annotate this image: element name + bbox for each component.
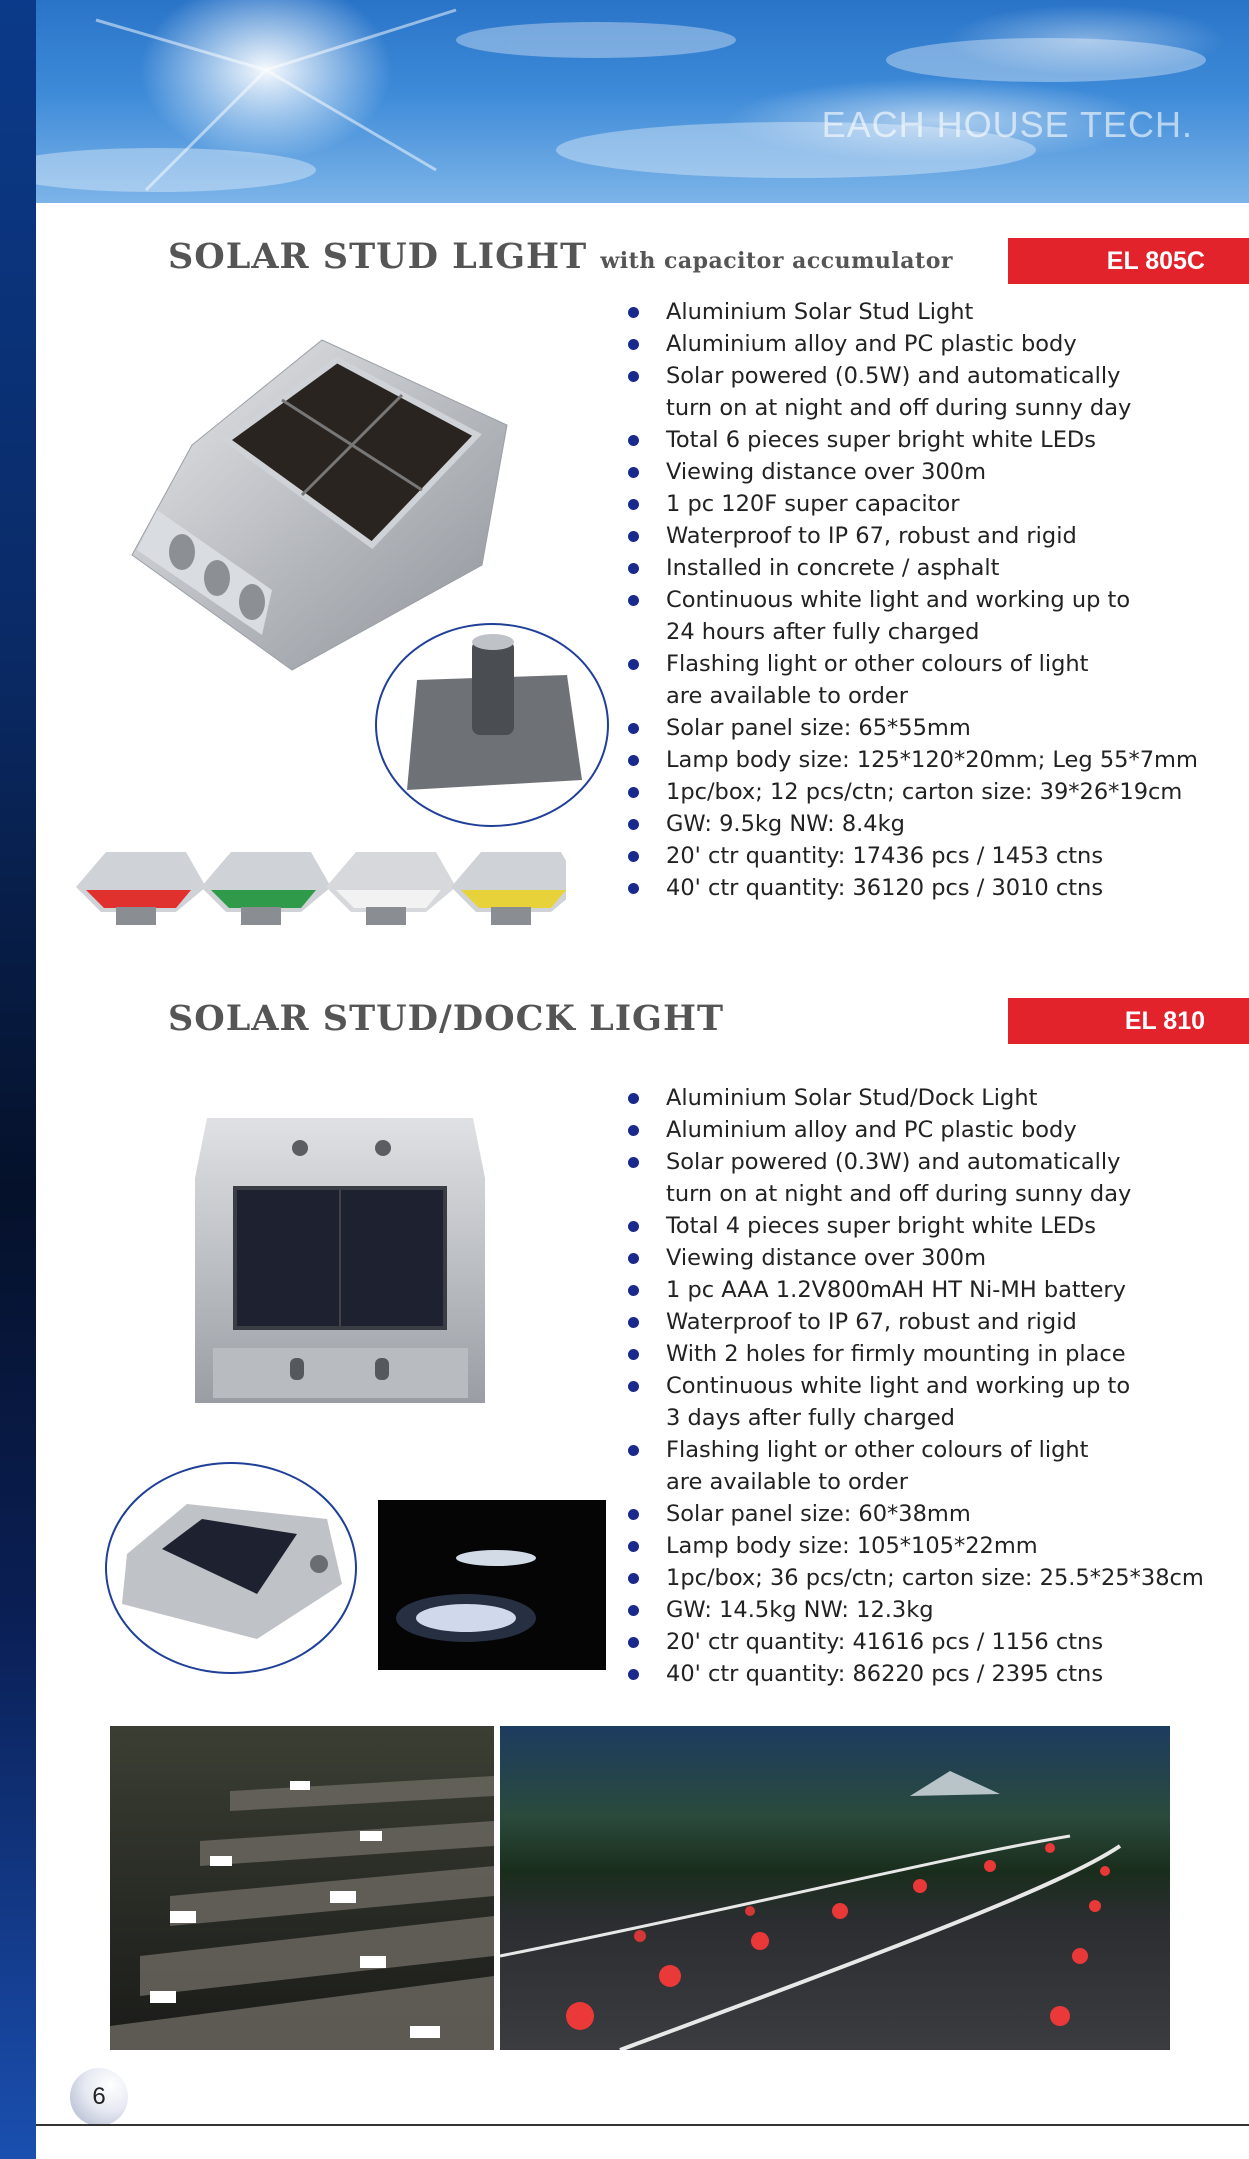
spec-text: Continuous white light and working up to: [666, 587, 1131, 613]
spec-item: [620, 1082, 1204, 1114]
spec-item: [620, 456, 1198, 488]
product-subtitle: with capacitor accumulator: [600, 248, 953, 274]
spec-text: Solar panel size: 65*55mm: [666, 715, 971, 741]
spec-item: [620, 1146, 1204, 1210]
spec-text: Installed in concrete / asphalt: [666, 555, 1000, 581]
night-glow-image: [378, 1500, 606, 1670]
spec-text: Viewing distance over 300m: [666, 1245, 987, 1271]
dock-light-image: [195, 1118, 485, 1403]
spec-text: Waterproof to IP 67, robust and rigid: [666, 1309, 1077, 1335]
spec-text: Total 4 pieces super bright white LEDs: [666, 1213, 1096, 1239]
spec-item: [620, 648, 1198, 712]
color-variants-image: [66, 842, 566, 932]
spec-text: 1pc/box; 12 pcs/ctn; carton size: 39*26*19cm: [666, 779, 1183, 805]
spec-item: [620, 1114, 1204, 1146]
spec-text: 1 pc 120F super capacitor: [666, 491, 960, 517]
brand-name: EACH HOUSE TECH.: [821, 104, 1193, 145]
spec-item: [620, 424, 1198, 456]
spec-item: [620, 520, 1198, 552]
spec-text: Solar panel size: 60*38mm: [666, 1501, 971, 1527]
spec-text: Lamp body size: 125*120*20mm; Leg 55*7mm: [666, 747, 1198, 773]
sky-clouds-graphic: [36, 0, 1249, 203]
spec-text: 40' ctr quantity: 86220 pcs / 2395 ctns: [666, 1661, 1104, 1687]
spec-list: [620, 1082, 1204, 1690]
spec-text: Waterproof to IP 67, robust and rigid: [666, 523, 1077, 549]
spec-text: Aluminium alloy and PC plastic body: [666, 331, 1077, 357]
spec-text: GW: 14.5kg NW: 12.3kg: [666, 1597, 934, 1623]
spec-item: [620, 1210, 1204, 1242]
spec-item: [620, 360, 1198, 424]
spec-item: [620, 1594, 1204, 1626]
spec-item: [620, 584, 1198, 648]
spec-text: Aluminium alloy and PC plastic body: [666, 1117, 1077, 1143]
spec-text: are available to order: [666, 683, 908, 709]
page-number: 6: [70, 2068, 128, 2126]
spec-item: [620, 552, 1198, 584]
product-title-text: SOLAR STUD LIGHT: [168, 236, 588, 277]
footer-divider: [36, 2124, 1249, 2126]
spec-item: [620, 1370, 1204, 1434]
spec-text: Lamp body size: 105*105*22mm: [666, 1533, 1038, 1559]
garden-steps-photo: [110, 1726, 494, 2050]
model-tag: [1008, 238, 1249, 284]
spec-item: [620, 776, 1198, 808]
spec-text: Aluminium Solar Stud/Dock Light: [666, 1085, 1038, 1111]
spec-item: [620, 712, 1198, 744]
spec-text: 40' ctr quantity: 36120 pcs / 3010 ctns: [666, 875, 1104, 901]
spec-item: [620, 1306, 1204, 1338]
spec-text: 20' ctr quantity: 41616 pcs / 1156 ctns: [666, 1629, 1104, 1655]
spec-text: Total 6 pieces super bright white LEDs: [666, 427, 1096, 453]
spec-text: Flashing light or other colours of light: [666, 1437, 1089, 1463]
spec-text: turn on at night and off during sunny day: [666, 1181, 1132, 1207]
left-sidebar-band: [0, 0, 36, 2159]
spec-item: [620, 1242, 1204, 1274]
product-title: [168, 236, 953, 277]
spec-text: Viewing distance over 300m: [666, 459, 987, 485]
product-title-text: SOLAR STUD/DOCK LIGHT: [168, 998, 725, 1039]
spec-text: 1 pc AAA 1.2V800mAH HT Ni-MH battery: [666, 1277, 1126, 1303]
spec-item: [620, 328, 1198, 360]
spec-item: [620, 296, 1198, 328]
spec-text: 3 days after fully charged: [666, 1405, 955, 1431]
spec-item: [620, 1498, 1204, 1530]
spec-item: [620, 1338, 1204, 1370]
spec-text: Aluminium Solar Stud Light: [666, 299, 974, 325]
spec-text: With 2 holes for firmly mounting in place: [666, 1341, 1126, 1367]
header-banner: [36, 0, 1249, 203]
spec-text: are available to order: [666, 1469, 908, 1495]
spec-item: [620, 1658, 1204, 1690]
spec-item: [620, 744, 1198, 776]
spec-item: [620, 1626, 1204, 1658]
spec-item: [620, 840, 1198, 872]
product-title: [168, 998, 724, 1039]
spec-text: Solar powered (0.5W) and automatically: [666, 363, 1121, 389]
spec-list: [620, 296, 1198, 904]
model-code: EL 805C: [1106, 246, 1205, 275]
dock-light-angle-image: [105, 1462, 357, 1674]
spec-item: [620, 488, 1198, 520]
spec-item: [620, 872, 1198, 904]
spec-text: 24 hours after fully charged: [666, 619, 980, 645]
model-code: EL 810: [1124, 1006, 1205, 1035]
spec-text: 1pc/box; 36 pcs/ctn; carton size: 25.5*25*38cm: [666, 1565, 1204, 1591]
model-tag: [1008, 998, 1249, 1044]
spec-item: [620, 1274, 1204, 1306]
spec-text: Continuous white light and working up to: [666, 1373, 1131, 1399]
spec-text: Solar powered (0.3W) and automatically: [666, 1149, 1121, 1175]
spec-text: GW: 9.5kg NW: 8.4kg: [666, 811, 905, 837]
spec-item: [620, 1434, 1204, 1498]
road-night-photo: [500, 1726, 1170, 2050]
spec-text: Flashing light or other colours of light: [666, 651, 1089, 677]
spec-text: turn on at night and off during sunny day: [666, 395, 1132, 421]
spec-text: 20' ctr quantity: 17436 pcs / 1453 ctns: [666, 843, 1104, 869]
stud-leg-image: [375, 623, 609, 827]
spec-item: [620, 808, 1198, 840]
spec-item: [620, 1530, 1204, 1562]
spec-item: [620, 1562, 1204, 1594]
